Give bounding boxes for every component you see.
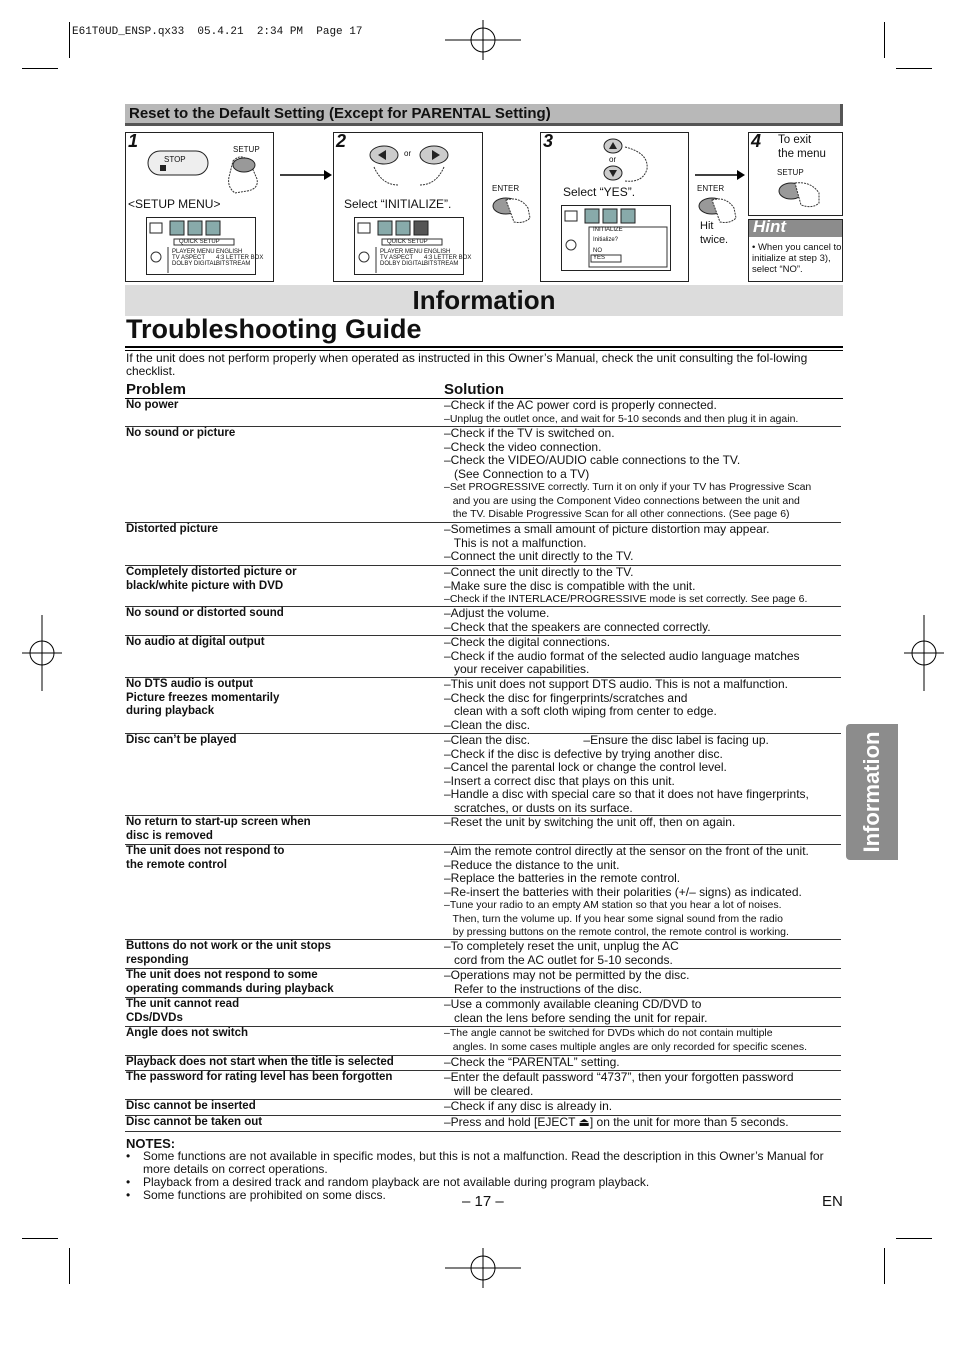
- solution-text: by pressing buttons on the remote control, the remote control is working.: [444, 926, 789, 938]
- solution-text: –Aim the remote control directly at the sensor on the front of the unit.: [444, 844, 809, 858]
- screen-row-label: TV ASPECT: [172, 255, 206, 261]
- problem-cell: [126, 1100, 436, 1114]
- divider: [125, 346, 843, 348]
- table-row: [125, 816, 841, 845]
- table-row: [125, 998, 841, 1027]
- option-yes: YES: [593, 255, 606, 261]
- problem-text: black/white picture with DVD: [126, 579, 284, 592]
- problem-cell: [126, 636, 436, 650]
- problem-text: The password for rating level has been forgotten: [126, 1071, 393, 1083]
- screen-row-value: ENGLISH: [424, 249, 451, 255]
- solution-text: your receiver capabilities.: [444, 662, 590, 676]
- problem-cell: [126, 845, 436, 872]
- enter-button-label: ENTER: [492, 184, 520, 193]
- problem-cell: [126, 427, 436, 441]
- intro-paragraph: If the unit does not perform properly when operated as instructed in this Owner’s Manual, check the unit consulting the fol-lowing checklist.: [126, 351, 808, 378]
- table-row: [125, 523, 841, 566]
- crop-mark: [69, 1248, 70, 1284]
- solution-cell: [444, 998, 844, 1025]
- problem-text: disc is removed: [126, 829, 213, 842]
- problem-text: the remote control: [126, 858, 227, 871]
- table-row: [125, 940, 841, 969]
- solution-text: will be cleared.: [444, 1083, 534, 1098]
- problem-cell: [126, 1071, 436, 1085]
- registration-mark: [445, 20, 521, 60]
- crop-mark: [896, 1238, 932, 1239]
- note-item: • Some functions are prohibited on some discs.: [126, 1188, 386, 1202]
- problem-text: Disc can’t be played: [126, 734, 237, 746]
- solution-text: –Cancel the parental lock or change the control level.: [444, 760, 727, 774]
- stop-button-label: STOP: [164, 155, 186, 164]
- problem-text: The unit cannot read: [126, 998, 240, 1010]
- solution-text: –Check the VIDEO/AUDIO cable connections to the TV.: [444, 453, 741, 467]
- solution-text: –Handle a disc with special care so that it does not have fingerprints,: [444, 787, 809, 801]
- solution-text: –The angle cannot be switched for DVDs which do not contain multiple: [444, 1027, 773, 1039]
- reset-section-header: [125, 104, 843, 126]
- solution-text: –Reduce the distance to the unit.: [444, 857, 620, 872]
- registration-mark: [22, 615, 62, 691]
- problem-text: No sound or distorted sound: [126, 607, 284, 619]
- problem-text: No audio at digital output: [126, 636, 265, 648]
- crop-mark: [884, 1248, 885, 1284]
- file-slug: E61T0UD_ENSP.qx33 05.4.21 2:34 PM Page 17: [72, 26, 363, 38]
- setup-menu-caption: <SETUP MENU>: [128, 197, 221, 211]
- screen-row-value: 4:3 LETTER BOX: [216, 255, 264, 261]
- solution-cell: [444, 1071, 844, 1098]
- option-no: NO: [593, 248, 602, 254]
- crop-mark: [896, 68, 932, 69]
- solution-cell: [444, 969, 844, 996]
- solution-text: Then, turn the volume up. If you hear some signal sound from the radio: [444, 912, 783, 925]
- table-row: [125, 1071, 841, 1100]
- language-code: EN: [822, 1193, 843, 1210]
- problem-cell: [126, 998, 436, 1025]
- step-1-panel: [125, 132, 274, 282]
- table-row: [125, 1116, 841, 1132]
- solution-text: –Set PROGRESSIVE correctly. Turn it on only if your TV has Progressive Scan: [444, 481, 812, 493]
- solution-text: –Insert a correct disc that plays on this unit.: [444, 773, 675, 788]
- solution-text: cord from the AC outlet for 5-10 seconds.: [444, 952, 673, 967]
- solution-text: angles. In some cases multiple angles are only recorded for specific scenes.: [444, 1040, 808, 1053]
- hit-twice-text: twice.: [700, 234, 729, 246]
- screen-row-label: PLAYER MENU: [380, 249, 423, 255]
- solution-cell: [444, 566, 844, 607]
- step-number: 1: [128, 131, 139, 151]
- problem-text: during playback: [126, 705, 215, 717]
- arrow-right-icon: [280, 168, 332, 182]
- page-number: – 17 –: [462, 1193, 504, 1210]
- solution-cell: [444, 940, 844, 967]
- problem-cell: [126, 1116, 436, 1130]
- quick-setup-label: QUICK SETUP: [179, 239, 220, 245]
- solution-cell: [444, 1027, 844, 1054]
- solution-text: –This unit does not support DTS audio. This is not a malfunction.: [444, 677, 788, 691]
- crop-mark: [884, 22, 885, 58]
- problem-cell: [126, 1056, 436, 1070]
- solution-text: This is not a malfunction.: [444, 535, 587, 550]
- problem-text: Picture freezes momentarily: [126, 691, 280, 704]
- solution-text: –Re-insert the batteries with their polarities (+/– signs) as indicated.: [444, 884, 802, 899]
- solution-text: –Operations may not be permitted by the disc.: [444, 968, 690, 982]
- note-text: Some functions are prohibited on some discs.: [143, 1188, 386, 1202]
- problem-cell: [126, 816, 436, 843]
- information-heading: Information: [412, 285, 556, 315]
- notes-title: NOTES:: [126, 1136, 176, 1151]
- enter-button-label: ENTER: [697, 184, 725, 193]
- problem-text: Angle does not switch: [126, 1027, 249, 1039]
- select-initialize-caption: Select “INITIALIZE”.: [344, 197, 452, 211]
- setup-button-illustration: [775, 177, 831, 209]
- step-4-panel: [748, 132, 843, 216]
- solution-text: –Check that the speakers are connected correctly.: [444, 619, 711, 634]
- solution-text: –Clean the disc. –Ensure the disc label is facing up.: [444, 733, 769, 747]
- problem-cell: [126, 734, 436, 748]
- solution-text: –Connect the unit directly to the TV.: [444, 549, 634, 563]
- solution-text: –Make sure the disc is compatible with the unit.: [444, 578, 696, 593]
- crop-mark: [22, 1238, 58, 1239]
- screen-row-label: DOLBY DIGITAL: [172, 261, 217, 267]
- select-yes-caption: Select “YES”.: [563, 185, 636, 199]
- screen-row-value: BITSTREAM: [424, 261, 459, 267]
- solution-text: –Connect the unit directly to the TV.: [444, 565, 634, 579]
- screen-row-value: BITSTREAM: [216, 261, 251, 267]
- table-row: [125, 734, 841, 816]
- or-label: or: [404, 149, 412, 158]
- table-row: [125, 607, 841, 636]
- solution-text: –Check if any disc is already in.: [444, 1099, 613, 1113]
- solution-text: and you are using the Component Video connections between the unit and: [444, 494, 800, 507]
- solution-cell: [444, 523, 844, 564]
- solution-text: –Press and hold [EJECT ⏏] on the unit for more than 5 seconds.: [444, 1115, 789, 1129]
- page-title: Troubleshooting Guide: [126, 314, 422, 344]
- registration-mark: [904, 615, 944, 691]
- problem-text: Playback does not start when the title is selected: [126, 1056, 394, 1068]
- information-heading-bar: [125, 285, 843, 316]
- problem-text: No power: [126, 399, 179, 411]
- up-down-buttons-illustration: [597, 137, 657, 189]
- solution-text: –Check if the audio format of the selected audio language matches: [444, 648, 800, 663]
- solution-text: (See Connection to a TV): [444, 466, 590, 481]
- hint-text: • When you cancel to initialize at step 3), select “NO”.: [752, 242, 842, 275]
- solution-text: –To completely reset the unit, unplug the AC: [444, 939, 679, 953]
- solution-text: –Clean the disc.: [444, 717, 531, 732]
- problem-cell: [126, 969, 436, 996]
- or-label: or: [609, 155, 617, 164]
- solution-cell: [444, 399, 844, 426]
- setup-button-label: SETUP: [233, 145, 260, 154]
- table-row: [125, 1056, 841, 1071]
- initialize-title: INITIALIZE: [593, 227, 623, 233]
- solution-text: –Check if the TV is switched on.: [444, 426, 615, 440]
- solution-text: –Check if the disc is defective by trying another disc.: [444, 746, 723, 761]
- solution-cell: [444, 427, 844, 522]
- solution-text: –Check the “PARENTAL” setting.: [444, 1055, 620, 1069]
- solution-cell: [444, 607, 844, 634]
- step-3-panel: [540, 132, 689, 282]
- solution-text: –Check the disc for fingerprints/scratches and: [444, 690, 688, 705]
- hint-title: Hint: [753, 217, 787, 236]
- solution-text: –Check if the AC power cord is properly connected.: [444, 398, 717, 412]
- solution-text: –Enter the default password “4737”, then your forgotten password: [444, 1070, 794, 1084]
- solution-text: –Reset the unit by switching the unit off, then on again.: [444, 815, 736, 829]
- screen-row-value: 4:3 LETTER BOX: [424, 255, 472, 261]
- solution-cell: [444, 678, 844, 732]
- hit-twice-text: Hit: [700, 220, 714, 232]
- left-right-buttons-illustration: [364, 141, 464, 189]
- table-row: [125, 969, 841, 998]
- note-item: • Playback from a desired track and random playback are not available during program playback.: [126, 1175, 650, 1189]
- solution-text: –Check the digital connections.: [444, 635, 611, 649]
- exit-menu-caption: the menu: [778, 148, 826, 160]
- step-2-panel: [333, 132, 483, 282]
- solution-text: –Check the video connection.: [444, 439, 602, 454]
- exit-menu-caption: To exit: [778, 134, 812, 146]
- problem-column-header: Problem: [126, 381, 187, 398]
- table-row: [125, 636, 841, 678]
- problem-text: No return to start-up screen when: [126, 816, 311, 828]
- crop-mark: [22, 68, 58, 69]
- solution-text: –Sometimes a small amount of picture distortion may appear.: [444, 522, 770, 536]
- problem-cell: [126, 607, 436, 621]
- screen-row-label: DOLBY DIGITAL: [380, 261, 425, 267]
- solution-column-header: Solution: [444, 381, 504, 398]
- table-row: [125, 399, 841, 427]
- problem-text: Buttons do not work or the unit stops: [126, 940, 332, 952]
- problem-text: The unit does not respond to some: [126, 969, 318, 981]
- problem-text: The unit does not respond to: [126, 845, 285, 857]
- screen-row-value: ENGLISH: [216, 249, 243, 255]
- note-text: Some functions are not available in specific modes, but this is not a malfunction. Read the description in this Owner’s Manual for more details on correct operations.: [143, 1149, 824, 1176]
- enter-button-illustration: [488, 194, 536, 224]
- solution-cell: [444, 816, 844, 830]
- note-item: • Some functions are not available in specific modes, but this is not a malfunction. Read the description in this Owner’s Manual for more details on correct operations.: [126, 1149, 824, 1176]
- table-row: [125, 678, 841, 734]
- table-row: [125, 845, 841, 940]
- step-number: 4: [751, 131, 762, 151]
- solution-cell: [444, 1056, 844, 1070]
- problem-cell: [126, 678, 436, 719]
- solution-text: –Use a commonly available cleaning CD/DVD to: [444, 997, 702, 1011]
- problem-text: Completely distorted picture or: [126, 566, 297, 578]
- hint-box: [748, 219, 843, 282]
- screen-row-label: TV ASPECT: [380, 255, 414, 261]
- problem-text: Disc cannot be inserted: [126, 1100, 256, 1112]
- problem-text: No sound or picture: [126, 427, 236, 439]
- solution-text: Refer to the instructions of the disc.: [444, 981, 643, 996]
- problem-text: Distorted picture: [126, 523, 219, 535]
- problem-text: operating commands during playback: [126, 982, 334, 995]
- screen-row-label: PLAYER MENU: [172, 249, 215, 255]
- side-section-tab: [846, 724, 898, 860]
- solution-text: clean the lens before sending the unit for repair.: [444, 1010, 708, 1025]
- solution-text: –Replace the batteries in the remote control.: [444, 871, 681, 885]
- problem-text: Disc cannot be taken out: [126, 1116, 263, 1128]
- solution-text: the TV. Disable Progressive Scan for all other connections. (See page 6): [444, 508, 790, 520]
- problem-cell: [126, 399, 436, 413]
- solution-cell: [444, 636, 844, 677]
- problem-text: No DTS audio is output: [126, 678, 254, 690]
- problem-cell: [126, 523, 436, 537]
- problem-cell: [126, 940, 436, 967]
- solution-text: clean with a soft cloth wiping from center to edge.: [444, 704, 717, 718]
- solution-text: –Tune your radio to an empty AM station so that you hear a lot of noises.: [444, 899, 782, 911]
- crop-mark: [69, 22, 70, 58]
- arrow-right-icon: [695, 168, 745, 182]
- solution-text: –Check if the INTERLACE/PROGRESSIVE mode is set correctly. See page 6.: [444, 593, 808, 605]
- step-number: 3: [543, 131, 554, 151]
- problem-text: CDs/DVDs: [126, 1011, 183, 1024]
- solution-cell: [444, 734, 844, 815]
- quick-setup-label: QUICK SETUP: [387, 239, 428, 245]
- solution-cell: [444, 1100, 844, 1114]
- table-row: [125, 566, 841, 607]
- side-tab-label: Information: [859, 731, 884, 853]
- problem-text: responding: [126, 953, 189, 966]
- solution-text: –Unplug the outlet once, and wait for 5-10 seconds and then plug it in again.: [444, 412, 799, 425]
- table-row: [125, 427, 841, 523]
- step-number: 2: [336, 131, 347, 151]
- table-row: [125, 1027, 841, 1056]
- registration-mark: [445, 1248, 521, 1288]
- table-row: [125, 1100, 841, 1116]
- solution-text: –Adjust the volume.: [444, 606, 550, 620]
- note-text: Playback from a desired track and random playback are not available during program playback.: [143, 1175, 650, 1189]
- problem-cell: [126, 566, 436, 593]
- problem-cell: [126, 1027, 436, 1041]
- solution-cell: [444, 1116, 844, 1130]
- reset-section-title: Reset to the Default Setting (Except for PARENTAL Setting): [129, 105, 551, 122]
- initialize-question: Initialize?: [593, 237, 619, 243]
- solution-cell: [444, 845, 844, 940]
- setup-button-label: SETUP: [777, 168, 804, 177]
- solution-text: scratches, or dusts on its surface.: [444, 800, 633, 815]
